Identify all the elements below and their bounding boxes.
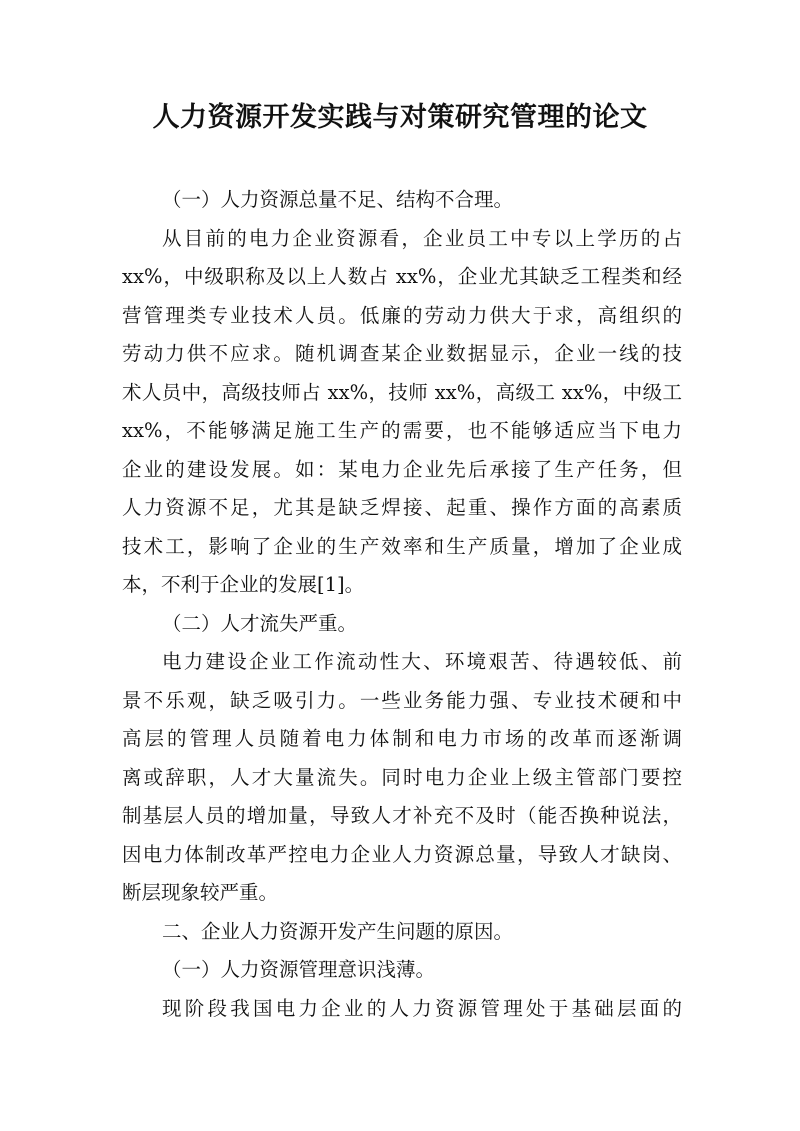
- paragraph-line: 企业的建设发展。如：某电力企业先后承接了生产任务，但: [122, 457, 682, 481]
- paragraph-line: 本，不利于企业的发展[1]。: [122, 573, 365, 596]
- paragraph-line: 断层现象较严重。: [122, 881, 279, 904]
- section-heading: 二、企业人力资源开发产生问题的原因。: [162, 919, 514, 943]
- paragraph-line: 制基层人员的增加量，导致人才补充不及时（能否换种说法，: [122, 804, 682, 827]
- document-title: 人力资源开发实践与对策研究管理的论文: [152, 102, 648, 133]
- paragraph-line: 现阶段我国电力企业的人力资源管理处于基础层面的: [162, 996, 682, 1020]
- paragraph-line: 人力资源不足，尤其是缺乏焊接、起重、操作方面的高素质: [122, 496, 682, 519]
- section-heading: （一）人力资源总量不足、结构不合理。: [162, 188, 514, 211]
- paragraph-line: 术人员中，高级技师占 xx%，技师 xx%，高级工 xx%，中级工: [122, 380, 682, 404]
- paragraph-line: 因电力体制改革严控电力企业人力资源总量，导致人才缺岗、: [122, 842, 682, 866]
- paragraph-line: 营管理类专业技术人员。低廉的劳动力供大于求，高组织的: [122, 303, 682, 327]
- document-body: [122, 181, 682, 1028]
- paragraph-line: 景不乐观，缺乏吸引力。一些业务能力强、专业技术硬和中: [122, 688, 682, 712]
- section-heading: （一）人力资源管理意识浅薄。: [162, 958, 436, 981]
- paragraph-line: xx%，不能够满足施工生产的需要，也不能够适应当下电力: [122, 419, 682, 442]
- paragraph-line: 从目前的电力企业资源看，企业员工中专以上学历的占: [162, 226, 682, 250]
- paragraph-line: 离或辞职，人才大量流失。同时电力企业上级主管部门要控: [122, 765, 682, 789]
- paragraph-line: xx%，中级职称及以上人数占 xx%，企业尤其缺乏工程类和经: [122, 265, 682, 288]
- paragraph-line: 高层的管理人员随着电力体制和电力市场的改革而逐渐调: [122, 727, 682, 750]
- section-heading: （二）人才流失严重。: [162, 611, 358, 635]
- paragraph-line: 电力建设企业工作流动性大、环境艰苦、待遇较低、前: [162, 650, 682, 673]
- paragraph-line: 劳动力供不应求。随机调查某企业数据显示，企业一线的技: [122, 342, 682, 365]
- paragraph-line: 技术工，影响了企业的生产效率和生产质量，增加了企业成: [122, 534, 682, 558]
